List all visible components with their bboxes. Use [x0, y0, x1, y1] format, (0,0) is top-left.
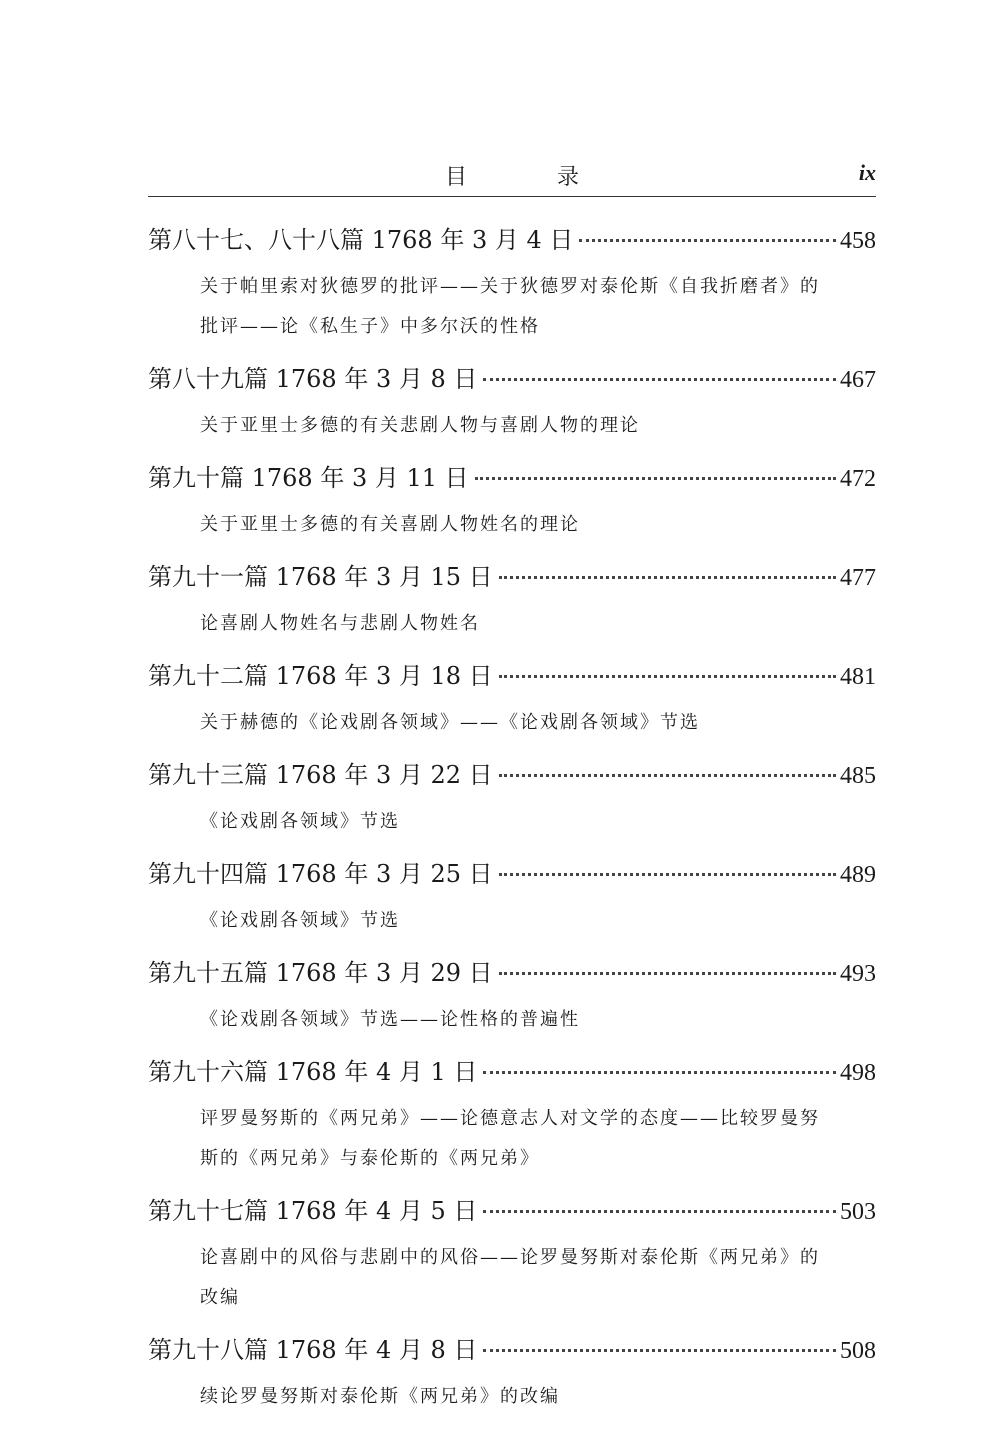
dot-leader — [475, 476, 836, 480]
toc-entry — [148, 753, 876, 842]
toc-entry-description: 评罗曼努斯的《两兄弟》——论德意志人对文学的态度——比较罗曼努斯的《两兄弟》与泰伦斯的《两兄弟》 — [200, 1108, 820, 1169]
dot-leader — [499, 674, 836, 678]
toc-entry-page: 508 — [840, 1338, 876, 1364]
running-header — [148, 158, 876, 197]
toc-entry-title: 第八十九篇 1768 年 3 月 8 日 — [148, 365, 478, 393]
toc-entry — [148, 1189, 876, 1318]
toc-entry — [148, 852, 876, 941]
toc-entry-title: 第九十一篇 1768 年 3 月 15 日 — [148, 563, 493, 591]
toc-entry-description: 论喜剧中的风俗与悲剧中的风俗——论罗曼努斯对泰伦斯《两兄弟》的改编 — [200, 1247, 820, 1308]
dot-leader — [483, 1348, 836, 1352]
toc-entry-description: 《论戏剧各领域》节选——论性格的普遍性 — [200, 1009, 580, 1030]
toc-entry-title: 第九十二篇 1768 年 3 月 18 日 — [148, 662, 493, 690]
toc-entry-title: 第八十七、八十八篇 1768 年 3 月 4 日 — [148, 226, 574, 254]
toc-entry-title: 第九十六篇 1768 年 4 月 1 日 — [148, 1058, 478, 1086]
toc-entry-title: 第九十篇 1768 年 3 月 11 日 — [148, 464, 469, 492]
toc-entry-line[interactable] — [148, 654, 876, 699]
toc-entry — [148, 1050, 876, 1179]
header-title: 目 录 — [444, 165, 613, 190]
toc-entry — [148, 218, 876, 347]
toc-entry-description: 论喜剧人物姓名与悲剧人物姓名 — [200, 613, 480, 634]
toc-entry-page: 458 — [840, 228, 876, 254]
toc-entry-page: 467 — [840, 367, 876, 393]
dot-leader — [499, 575, 836, 579]
toc-entry — [148, 654, 876, 743]
toc-entry-line[interactable] — [148, 1328, 876, 1373]
toc-entry-page: 493 — [840, 961, 876, 987]
toc-entry-description: 关于赫德的《论戏剧各领域》——《论戏剧各领域》节选 — [200, 712, 700, 733]
toc-entry-line[interactable] — [148, 852, 876, 897]
toc-entry-page: 503 — [840, 1199, 876, 1225]
dot-leader — [499, 971, 836, 975]
toc-entry — [148, 555, 876, 644]
dot-leader — [483, 377, 836, 381]
toc-entry-page: 477 — [840, 565, 876, 591]
toc-entry-page: 489 — [840, 862, 876, 888]
header-page-number: ix — [858, 160, 876, 185]
toc-entry-description: 关于亚里士多德的有关悲剧人物与喜剧人物的理论 — [200, 415, 640, 436]
dot-leader — [499, 773, 836, 777]
toc-entry-description: 《论戏剧各领域》节选 — [200, 811, 400, 832]
toc-entry-line[interactable] — [148, 1050, 876, 1095]
dot-leader — [579, 238, 836, 242]
toc-entry-description: 关于帕里索对狄德罗的批评——关于狄德罗对泰伦斯《自我折磨者》的批评——论《私生子》中多尔沃的性格 — [200, 276, 820, 337]
dot-leader — [483, 1070, 836, 1074]
toc-entry — [148, 1328, 876, 1417]
toc-entry-line[interactable] — [148, 218, 876, 263]
toc-entry-line[interactable] — [148, 357, 876, 402]
toc-entry-page: 481 — [840, 664, 876, 690]
toc-entry-description: 续论罗曼努斯对泰伦斯《两兄弟》的改编 — [200, 1386, 560, 1407]
toc-entry-line[interactable] — [148, 1189, 876, 1234]
toc-entry-line[interactable] — [148, 555, 876, 600]
table-of-contents — [148, 218, 876, 1427]
toc-entry-page: 498 — [840, 1060, 876, 1086]
toc-entry-title: 第九十七篇 1768 年 4 月 5 日 — [148, 1197, 478, 1225]
toc-entry — [148, 357, 876, 446]
toc-entry-description: 《论戏剧各领域》节选 — [200, 910, 400, 931]
toc-entry — [148, 951, 876, 1040]
toc-entry-line[interactable] — [148, 753, 876, 798]
toc-entry-line[interactable] — [148, 456, 876, 501]
toc-entry-page: 472 — [840, 466, 876, 492]
dot-leader — [499, 872, 836, 876]
toc-entry — [148, 456, 876, 545]
dot-leader — [483, 1209, 836, 1213]
toc-entry-title: 第九十三篇 1768 年 3 月 22 日 — [148, 761, 493, 789]
toc-entry-line[interactable] — [148, 951, 876, 996]
toc-entry-description: 关于亚里士多德的有关喜剧人物姓名的理论 — [200, 514, 580, 535]
toc-entry-title: 第九十四篇 1768 年 3 月 25 日 — [148, 860, 493, 888]
toc-entry-title: 第九十八篇 1768 年 4 月 8 日 — [148, 1336, 478, 1364]
toc-entry-page: 485 — [840, 763, 876, 789]
toc-entry-title: 第九十五篇 1768 年 3 月 29 日 — [148, 959, 493, 987]
